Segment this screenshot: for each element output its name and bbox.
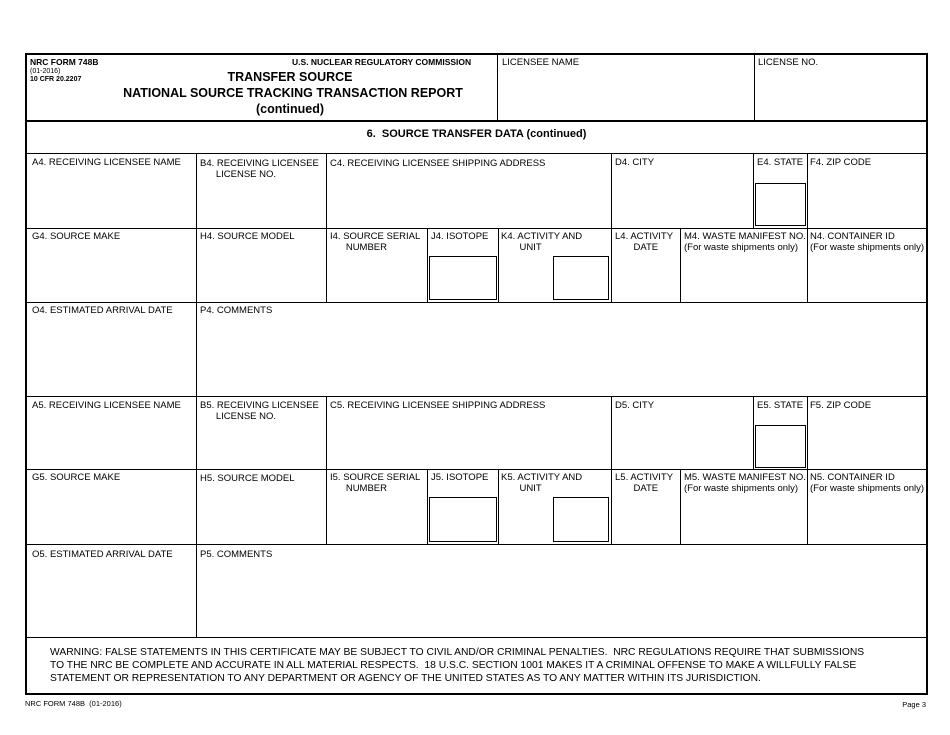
n5-container-id-label: N5. CONTAINER ID (For waste shipments only): [810, 472, 925, 494]
j4-isotope-input[interactable]: [429, 256, 497, 300]
a4-receiving-licensee-name-label: A4. RECEIVING LICENSEE NAME: [32, 157, 181, 168]
k5-activity-unit-label: K5. ACTIVITY AND UNIT: [501, 472, 583, 494]
license-no-label: LICENSE NO.: [758, 57, 819, 68]
l5-activity-date-label: L5. ACTIVITY DATE: [615, 472, 674, 494]
form-subtitle: NATIONAL SOURCE TRACKING TRANSACTION REPORT: [123, 86, 463, 100]
c4-shipping-address-label: C4. RECEIVING LICENSEE SHIPPING ADDRESS: [330, 158, 546, 169]
continued-label: (continued): [255, 102, 325, 116]
licensee-name-field[interactable]: [499, 70, 753, 120]
e4-state-label: E4. STATE: [757, 157, 804, 168]
p4-comments-label: P4. COMMENTS: [200, 305, 273, 316]
a5-receiving-licensee-name-label: A5. RECEIVING LICENSEE NAME: [32, 400, 181, 411]
agency-name: U.S. NUCLEAR REGULATORY COMMISSION: [292, 57, 472, 67]
warning-line-1: WARNING: FALSE STATEMENTS IN THIS CERTIFICATE MAY BE SUBJECT TO CIVIL AND/OR CRIMINAL PENALTIES. NRC REGULATIONS REQUIRE THAT SUBMISSIONS: [50, 647, 865, 658]
b5-license-no-label: B5. RECEIVING LICENSEE LICENSE NO.: [200, 400, 319, 422]
p5-comments-label: P5. COMMENTS: [200, 549, 273, 560]
d5-city-label: D5. CITY: [615, 400, 655, 411]
g4-source-make-label: G4. SOURCE MAKE: [32, 231, 121, 242]
form-frame: [25, 53, 928, 695]
j5-isotope-label: J5. ISOTOPE: [431, 472, 489, 483]
o4-arrival-date-label: O4. ESTIMATED ARRIVAL DATE: [32, 305, 173, 316]
n4-container-id-label: N4. CONTAINER ID (For waste shipments only): [810, 231, 925, 253]
form-id: NRC FORM 748B: [30, 57, 99, 67]
i5-serial-number-label: I5. SOURCE SERIAL NUMBER: [330, 472, 421, 494]
g5-source-make-label: G5. SOURCE MAKE: [32, 472, 121, 483]
h4-source-model-label: H4. SOURCE MODEL: [200, 231, 295, 242]
footer-form-id: NRC FORM 748B (01-2016): [25, 699, 122, 708]
m4-waste-manifest-label: M4. WASTE MANIFEST NO. (For waste shipments only): [684, 231, 806, 253]
form-title: TRANSFER SOURCE: [227, 70, 353, 84]
i4-serial-number-label: I4. SOURCE SERIAL NUMBER: [330, 231, 421, 253]
j5-isotope-input[interactable]: [429, 497, 497, 542]
d4-city-label: D4. CITY: [615, 157, 655, 168]
page-number: Page 3: [902, 700, 926, 709]
section-title: 6. SOURCE TRANSFER DATA (continued): [366, 128, 587, 140]
j4-isotope-label: J4. ISOTOPE: [431, 231, 489, 242]
l4-activity-date-label: L4. ACTIVITY DATE: [615, 231, 674, 253]
f4-zip-code-label: F4. ZIP CODE: [810, 157, 872, 168]
e4-state-input[interactable]: [755, 183, 806, 226]
k5-unit-input[interactable]: [553, 497, 609, 542]
e5-state-label: E5. STATE: [757, 400, 804, 411]
e5-state-input[interactable]: [755, 425, 806, 468]
warning-line-3: STATEMENT OR REPRESENTATION TO ANY DEPARTMENT OR AGENCY OF THE UNITED STATES AS TO ANY MATTER WITHIN ITS JURISDICTION.: [50, 673, 761, 684]
form-date: (01-2016): [30, 68, 61, 75]
c5-shipping-address-label: C5. RECEIVING LICENSEE SHIPPING ADDRESS: [330, 400, 546, 411]
license-no-field[interactable]: [756, 70, 926, 120]
k4-unit-input[interactable]: [553, 256, 609, 300]
licensee-name-label: LICENSEE NAME: [502, 57, 580, 68]
h5-source-model-label: H5. SOURCE MODEL: [200, 473, 295, 484]
o5-arrival-date-label: O5. ESTIMATED ARRIVAL DATE: [32, 549, 173, 560]
k4-activity-unit-label: K4. ACTIVITY AND UNIT: [501, 231, 583, 253]
warning-line-2: TO THE NRC BE COMPLETE AND ACCURATE IN ALL MATERIAL RESPECTS. 18 U.S.C. SECTION 1001 MAKES IT A CRIMINAL OFFENSE TO MAKE A WILLFULLY FALSE: [50, 660, 857, 671]
b4-license-no-label: B4. RECEIVING LICENSEE LICENSE NO.: [200, 158, 319, 180]
f5-zip-code-label: F5. ZIP CODE: [810, 400, 872, 411]
m5-waste-manifest-label: M5. WASTE MANIFEST NO. (For waste shipments only): [684, 472, 806, 494]
cfr-reference: 10 CFR 20.2207: [30, 76, 82, 83]
